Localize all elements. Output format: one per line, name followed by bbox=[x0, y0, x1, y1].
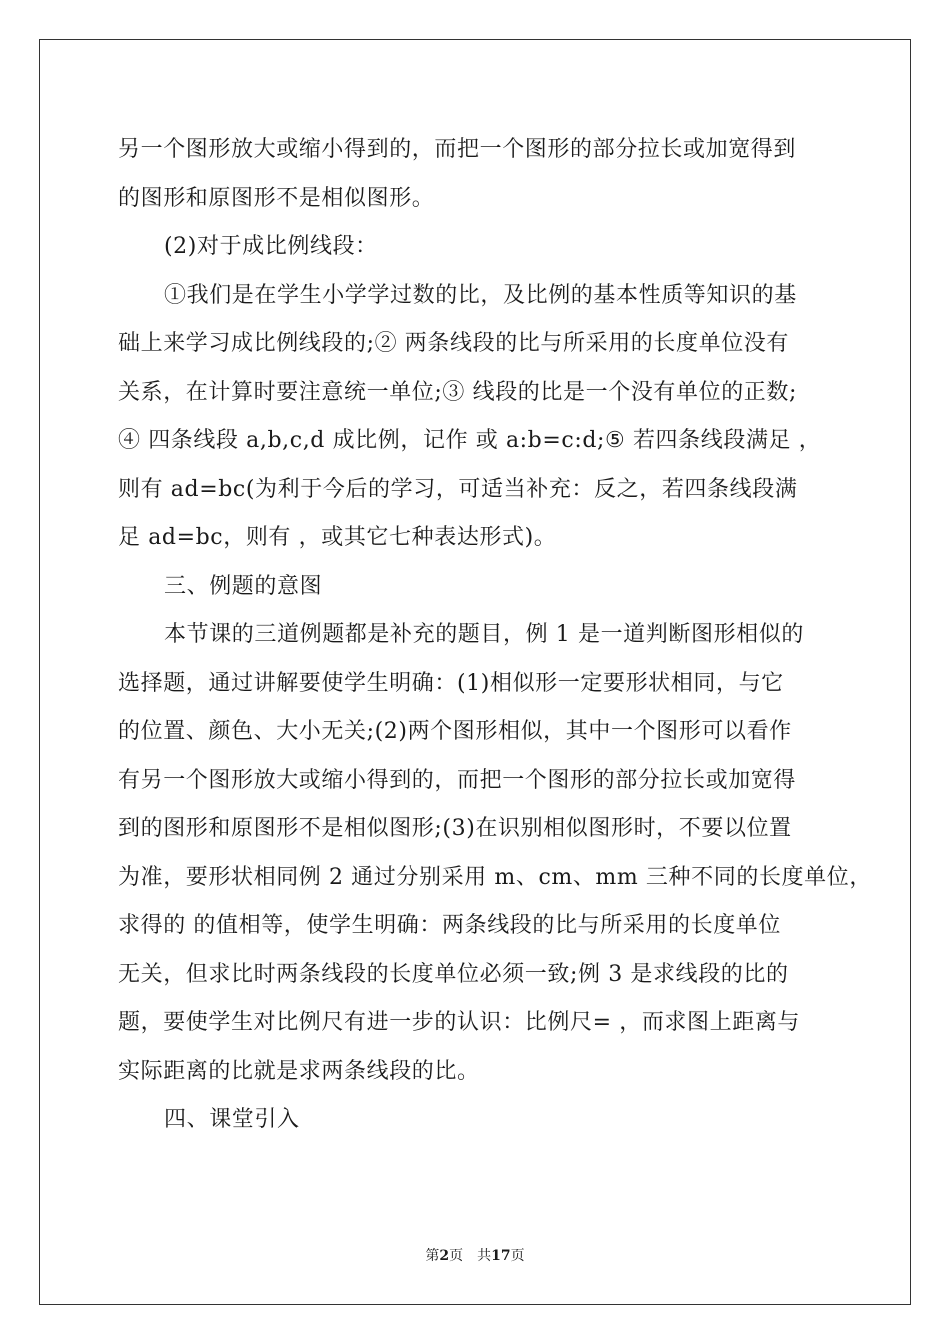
page-prefix: 第 bbox=[425, 1248, 440, 1264]
text-line: 则有 ad=bc(为利于今后的学习，可适当补充：反之，若四条线段满 bbox=[118, 476, 798, 502]
document-body bbox=[118, 126, 872, 1145]
page-number: 2 bbox=[439, 1248, 450, 1264]
text-line: 无关，但求比时两条线段的长度单位必须一致;例 3 是求线段的比的 bbox=[118, 961, 789, 987]
text-line: 的图形和原图形不是相似图形。 bbox=[118, 185, 435, 211]
text-line: 实际距离的比就是求两条线段的比。 bbox=[118, 1058, 480, 1084]
text-line: 的位置、颜色、大小无关;(2)两个图形相似，其中一个图形可以看作 bbox=[118, 719, 792, 744]
section-heading: 三、例题的意图 bbox=[164, 573, 323, 599]
section-heading: 四、课堂引入 bbox=[164, 1107, 300, 1132]
text-line: ①我们是在学生小学学过数的比，及比例的基本性质等知识的基 bbox=[164, 282, 797, 308]
text-line: 为准，要形状相同例 2 通过分别采用 m、cm、mm 三种不同的长度单位， bbox=[118, 864, 872, 890]
page-suffix: 页 bbox=[449, 1248, 464, 1264]
text-line: 到的图形和原图形不是相似图形;(3)在识别相似图形时，不要以位置 bbox=[118, 816, 792, 841]
text-line: ④ 四条线段 a,b,c,d 成比例，记作 或 a:b=c:d;⑤ 若四条线段满足 ， bbox=[118, 428, 822, 453]
text-line: 题，要使学生对比例尺有进一步的认识：比例尺= ，而求图上距离与 bbox=[118, 1010, 801, 1035]
total-pages: 17 bbox=[491, 1248, 511, 1264]
total-prefix: 共 bbox=[477, 1248, 492, 1264]
page-footer bbox=[0, 1245, 950, 1265]
section-subheading: (2)对于成比例线段： bbox=[164, 234, 378, 259]
text-line: 选择题，通过讲解要使学生明确：(1)相似形一定要形状相同，与它 bbox=[118, 670, 784, 696]
total-suffix: 页 bbox=[510, 1248, 525, 1264]
text-line: 求得的 的值相等，使学生明确：两条线段的比与所采用的长度单位 bbox=[118, 913, 781, 938]
text-line: 另一个图形放大或缩小得到的，而把一个图形的部分拉长或加宽得到 bbox=[118, 137, 797, 162]
text-line: 础上来学习成比例线段的;② 两条线段的比与所采用的长度单位没有 bbox=[118, 331, 790, 356]
text-line: 关系，在计算时要注意统一单位;③ 线段的比是一个没有单位的正数; bbox=[118, 379, 798, 405]
text-line: 本节课的三道例题都是补充的题目，例 1 是一道判断图形相似的 bbox=[164, 622, 804, 647]
text-line: 足 ad=bc，则有 ，或其它七种表达形式)。 bbox=[118, 525, 557, 550]
text-line: 有另一个图形放大或缩小得到的，而把一个图形的部分拉长或加宽得 bbox=[118, 767, 797, 793]
